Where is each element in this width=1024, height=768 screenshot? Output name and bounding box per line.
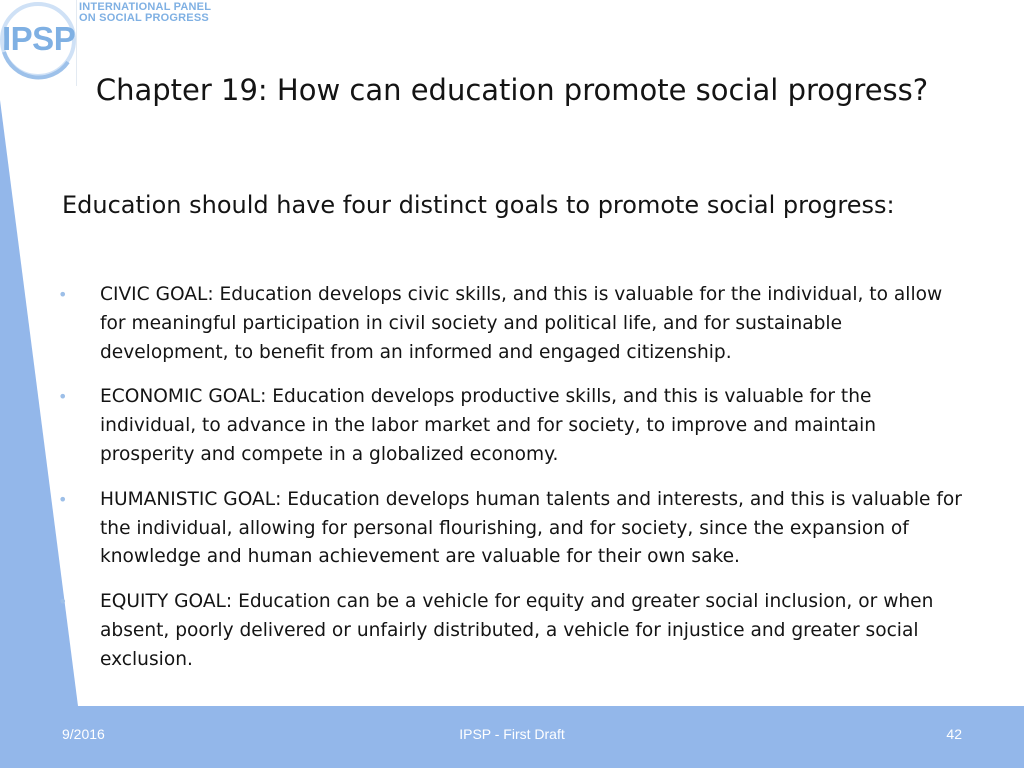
goal-text: ECONOMIC GOAL: Education develops productive skills, and this is valuable for the individual, to advance in the labor market and for society, to improve and maintain prosperity and compete in a globalized economy. [100,386,877,465]
footer-page-number: 42 [946,726,962,742]
goal-item-civic [58,281,968,367]
slide-title: Chapter 19: How can education promote social progress? [95,73,929,107]
goal-item-equity [58,588,968,674]
goals-list [58,281,968,691]
goal-item-economic [58,383,968,469]
logo-line-1: INTERNATIONAL PANEL [79,1,212,13]
goal-text: EQUITY GOAL: Education can be a vehicle for equity and greater social inclusion, or when absent, poorly delivered or unfairly distributed, a vehicle for injustice and greater social exclusion. [100,591,934,670]
footer-date: 9/2016 [62,726,105,742]
bullet-dot-icon: • [58,387,68,407]
logo-mark: IPSP [2,20,76,57]
footer-label: IPSP - First Draft [459,726,565,742]
goal-item-humanistic [58,486,968,572]
logo-line-2: ON SOCIAL PROGRESS [79,12,209,24]
goal-text: HUMANISTIC GOAL: Education develops human talents and interests, and this is valuable for the individual, allowing for personal flourishing, and for society, since the expansion of knowledge and human achievement are valuable for their own sake. [100,488,962,568]
bullet-dot-icon: • [58,285,68,304]
bullet-dot-icon: • [58,489,68,509]
lead-sentence: Education should have four distinct goals to promote social progress: [62,191,895,219]
slide-footer [0,706,1024,768]
logo-text [79,2,211,24]
bullet-dot-icon: • [58,592,68,612]
goal-text: CIVIC GOAL: Education develops civic skills, and this is valuable for the individual, to allow for meaningful participation in civil society and political life, and for sustainable development, to benefit from an informed and engaged citizenship. [100,284,943,363]
